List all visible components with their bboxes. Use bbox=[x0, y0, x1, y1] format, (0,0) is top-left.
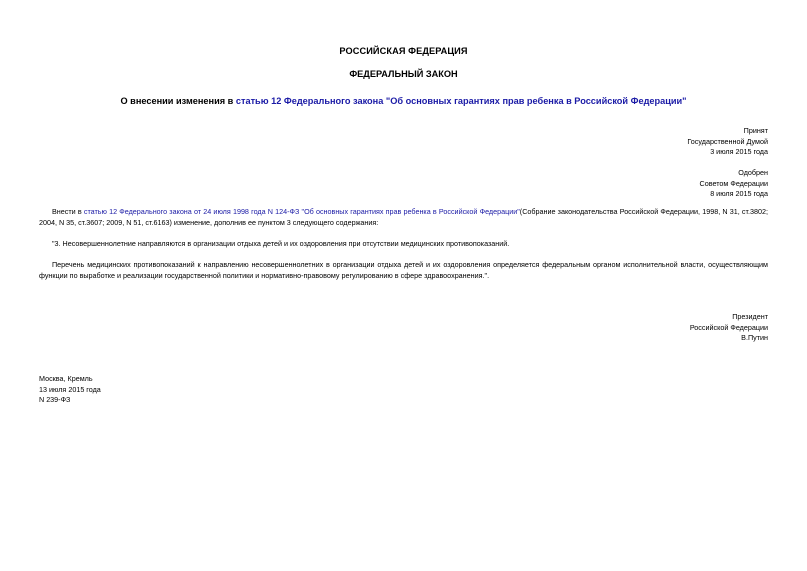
body-paragraph-2: "3. Несовершеннолетние направляются в организации отдыха детей и их оздоровления при отсутствии медицинских противопоказаний. bbox=[52, 239, 510, 248]
body-paragraph-1 bbox=[39, 207, 768, 228]
adopted-line-1: Принят bbox=[743, 126, 768, 135]
body-p1-suffix: (Собрание законодательства Российской Федерации, 1998, N 31, ст.3802; 2004, N 35, ст.3607; 2009, N 51, ст.6163) изменение, дополнив ее пунктом 3 следующего содержания: bbox=[39, 207, 768, 227]
signing-date: 13 июля 2015 года bbox=[39, 384, 101, 394]
signature-country: Российской Федерации bbox=[689, 322, 768, 332]
law-number: N 239-ФЗ bbox=[39, 395, 71, 404]
approved-date: 8 июля 2015 года bbox=[710, 189, 768, 198]
body-p1-prefix: Внести в bbox=[52, 207, 84, 216]
approved-line-1: Одобрен bbox=[738, 168, 768, 177]
signature-name: В.Путин bbox=[741, 333, 768, 342]
adopted-date: 3 июля 2015 года bbox=[710, 147, 768, 156]
adopted-block bbox=[687, 126, 768, 158]
body-p1-link[interactable]: статью 12 Федерального закона от 24 июля 1998 года N 124-ФЗ "Об основных гарантиях прав ребенка в Российской Федерации" bbox=[83, 207, 520, 216]
law-title bbox=[0, 96, 807, 106]
approved-line-2: Советом Федерации bbox=[699, 178, 768, 188]
doc-type-heading: ФЕДЕРАЛЬНЫЙ ЗАКОН bbox=[349, 69, 458, 79]
place-name: Москва, Кремль bbox=[39, 374, 93, 383]
body-paragraph-3: Перечень медицинских противопоказаний к направлению несовершеннолетних в организации отдыха детей и их оздоровления определяется федеральным органом исполнительной власти, осуществляющим функции по выработке и реализации государственной политики и нормативно-правовому регулированию в сфере здравоохранения.". bbox=[39, 260, 768, 280]
law-title-link[interactable]: статью 12 Федерального закона "Об основных гарантиях прав ребенка в Российской Федерации" bbox=[235, 96, 687, 106]
adopted-line-2: Государственной Думой bbox=[687, 136, 768, 146]
law-title-prefix: О внесении изменения в bbox=[120, 96, 236, 106]
approved-block bbox=[700, 168, 768, 200]
signature-title: Президент bbox=[732, 312, 768, 321]
signature-block bbox=[690, 312, 768, 344]
place-date-block bbox=[39, 374, 101, 406]
country-heading: РОССИЙСКАЯ ФЕДЕРАЦИЯ bbox=[339, 46, 468, 56]
